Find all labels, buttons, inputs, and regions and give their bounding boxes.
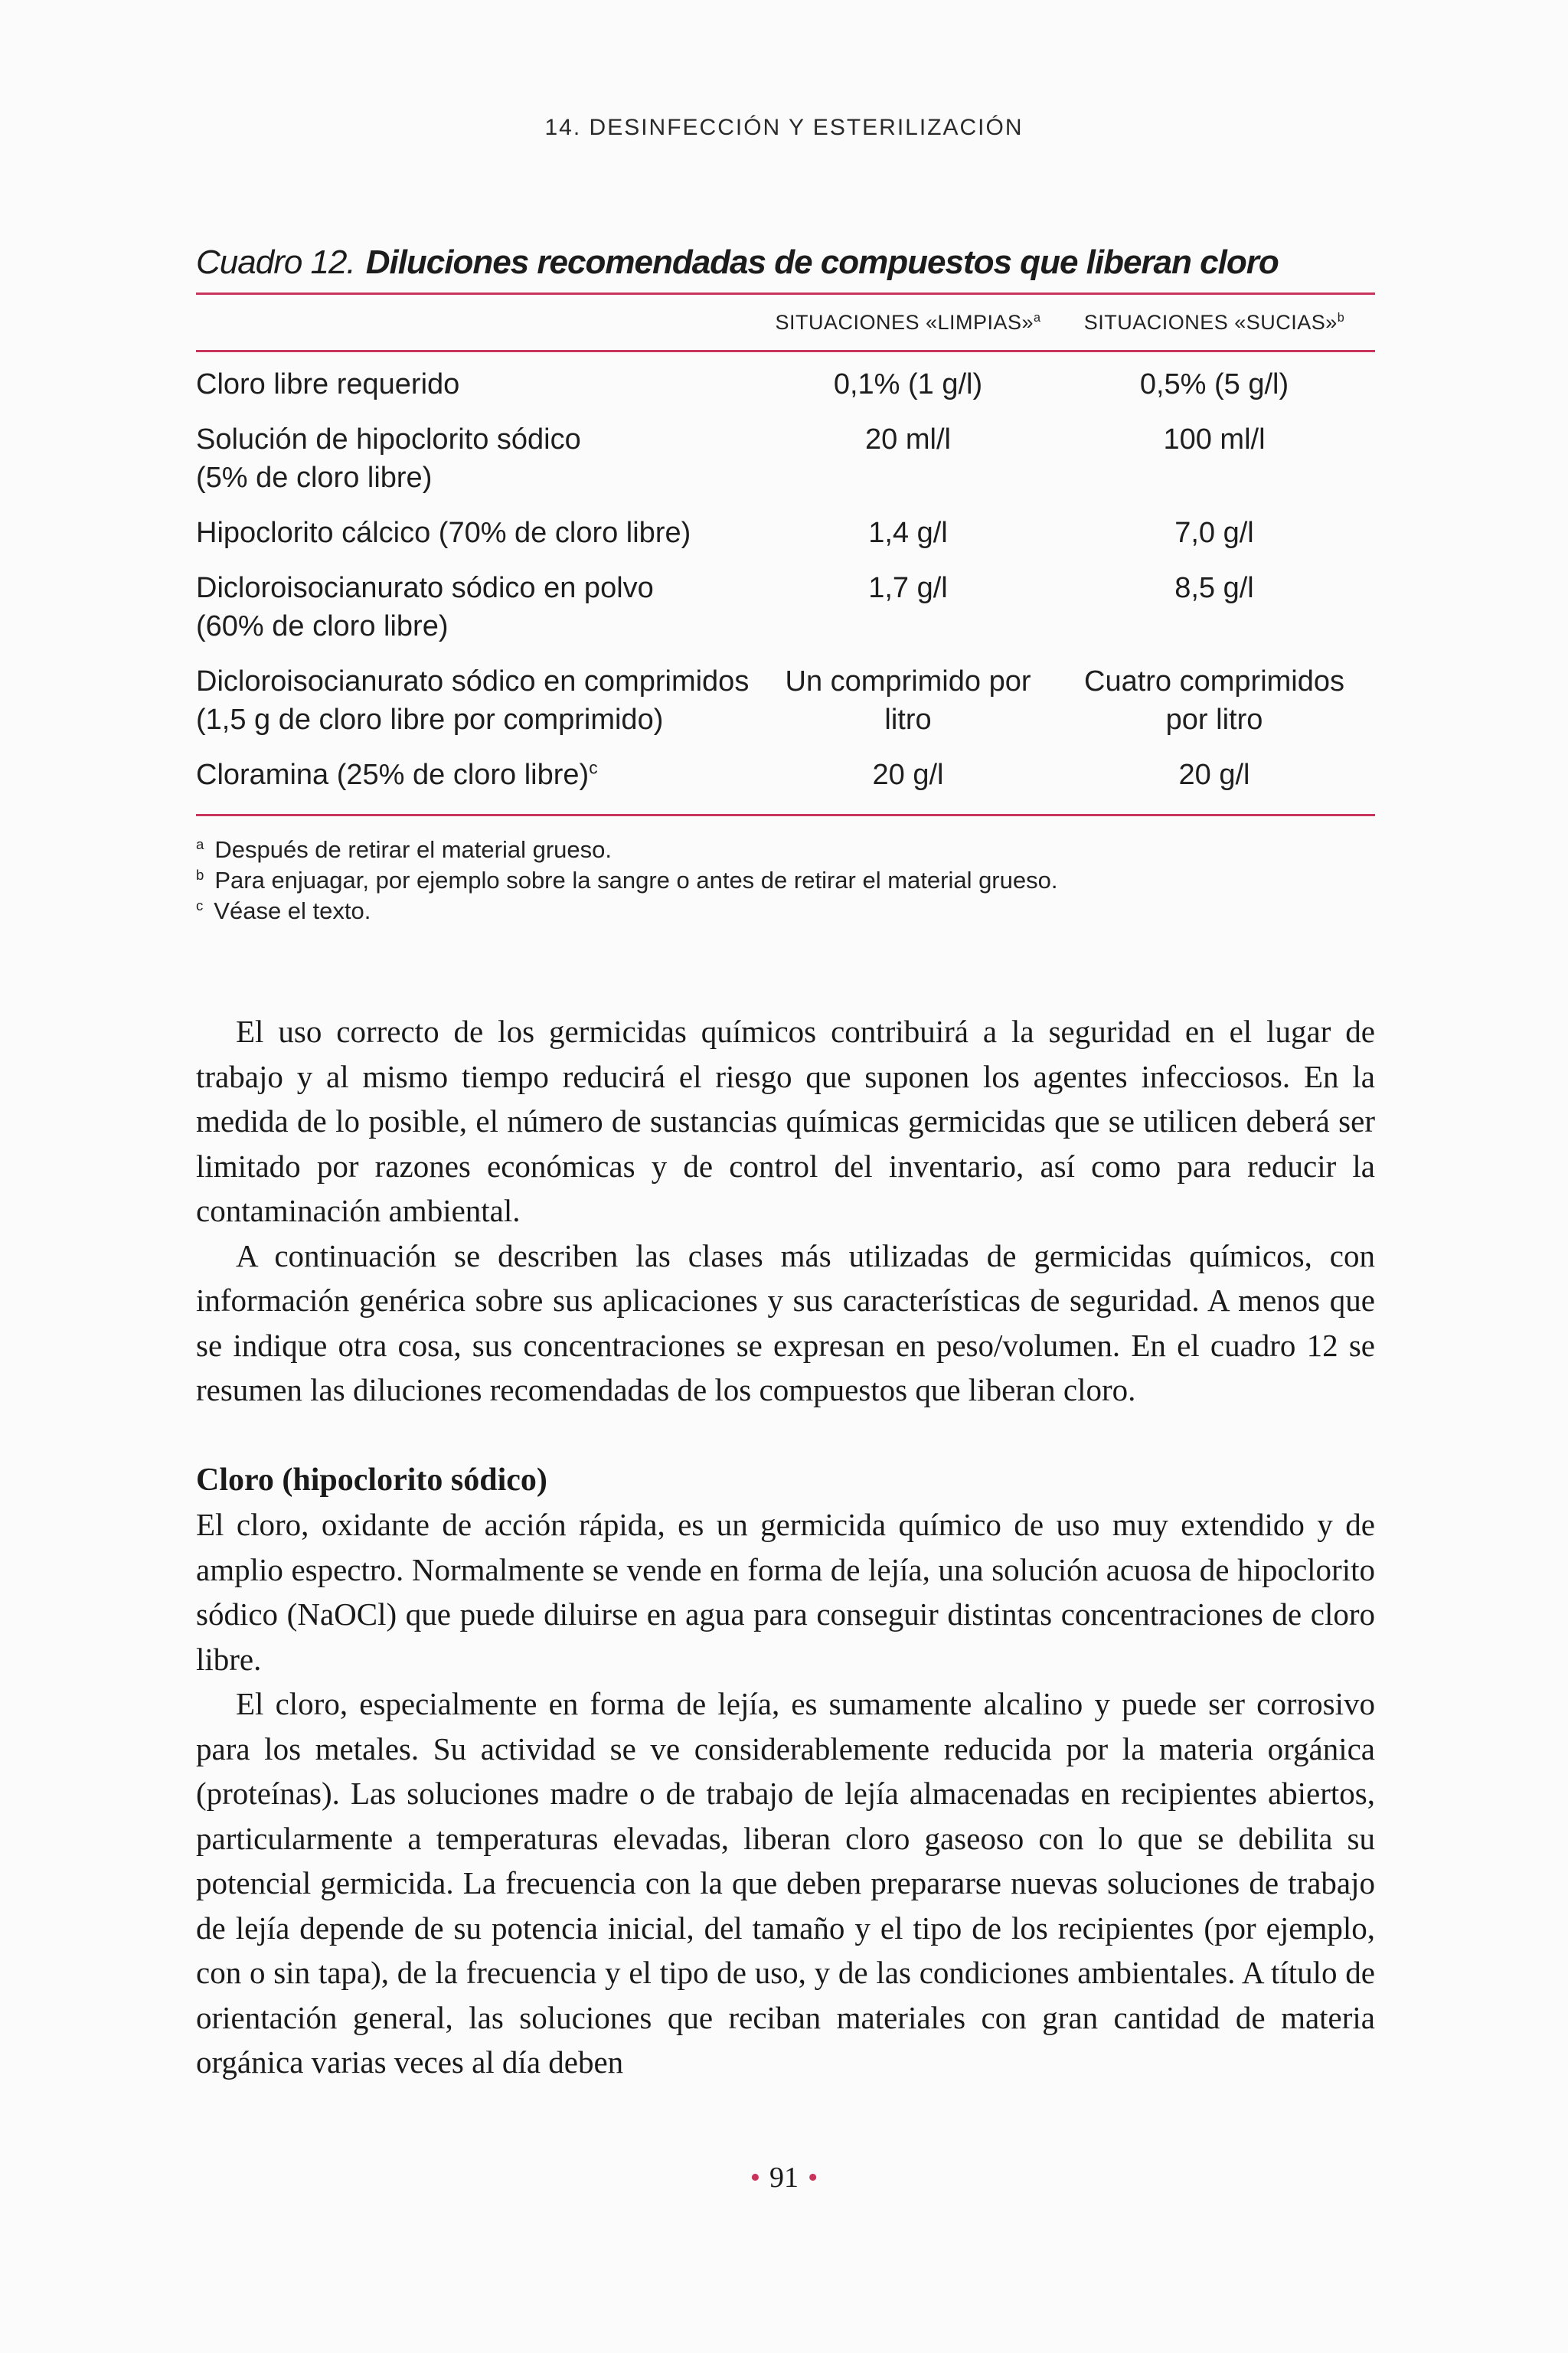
row-label	[196, 756, 763, 811]
row-dirty-value-line: 8,5 g/l	[1174, 572, 1254, 604]
footnote-text: Véase el texto.	[214, 897, 371, 924]
row-clean-value	[763, 662, 1054, 756]
row-dirty-value-line: por litro	[1165, 704, 1263, 736]
row-clean-value-line: 20 g/l	[872, 759, 944, 791]
row-clean-value	[763, 514, 1054, 569]
table-bottom-rule	[196, 814, 1375, 816]
row-dirty-value-line: 100 ml/l	[1163, 423, 1266, 456]
row-dirty-value-line: Cuatro comprimidos	[1084, 665, 1344, 698]
row-clean-value	[763, 420, 1054, 514]
body-text	[196, 1009, 1375, 2085]
footnote-text: Después de retirar el material grueso.	[214, 836, 612, 863]
footnote-mark: a	[196, 835, 204, 852]
table-row	[196, 420, 1375, 514]
row-clean-value-line: 1,7 g/l	[868, 572, 948, 604]
table-footnotes	[196, 835, 1375, 926]
table-row	[196, 514, 1375, 569]
footnote-mark: c	[196, 897, 204, 913]
row-label	[196, 350, 763, 420]
page-number-bullet-right: •	[808, 2162, 818, 2194]
table-header-row	[196, 295, 1375, 350]
row-label	[196, 569, 763, 662]
row-clean-value-line: 0,1% (1 g/l)	[833, 368, 983, 400]
row-label-footnote-mark: c	[589, 757, 598, 778]
table-body	[196, 350, 1375, 811]
running-head: 14. DESINFECCIÓN Y ESTERILIZACIÓN	[544, 115, 1024, 140]
row-clean-value-line: Un comprimido por	[785, 665, 1031, 698]
row-clean-value	[763, 569, 1054, 662]
row-label	[196, 420, 763, 514]
row-clean-value	[763, 756, 1054, 811]
row-dirty-value	[1054, 514, 1375, 569]
row-dirty-value	[1054, 662, 1375, 756]
row-dirty-value-line: 7,0 g/l	[1174, 517, 1254, 549]
row-clean-value-line: 20 ml/l	[865, 423, 951, 456]
row-dirty-value	[1054, 350, 1375, 420]
row-clean-value	[763, 350, 1054, 420]
row-label-line: (1,5 g de cloro libre por comprimido)	[196, 704, 664, 736]
header-empty	[196, 295, 763, 350]
dilutions-table	[196, 295, 1375, 811]
footnote-mark: b	[196, 866, 204, 883]
row-clean-value-line: litro	[884, 704, 932, 736]
paragraph-2: A continuación se describen las clases más utilizadas de germicidas químicos, con información genérica sobre sus aplicaciones y sus características de seguridad. A menos que se indique otra cosa, sus concentraciones se expresan en peso/volumen. En el cuadro 12 se resumen las diluciones recomendadas de los compuestos que liberan cloro.	[196, 1237, 1375, 1407]
header-clean-situations: SITUACIONES «LIMPIAS»$^a$	[775, 311, 1041, 334]
row-label-line: Dicloroisocianurato sódico en comprimidos	[196, 665, 750, 698]
table-row	[196, 350, 1375, 420]
section-heading: Cloro (hipoclorito sódico)	[196, 1462, 547, 1498]
footnote	[196, 865, 1375, 896]
footnote	[196, 896, 1375, 926]
footnote-text: Para enjuagar, por ejemplo sobre la sangre o antes de retirar el material grueso.	[214, 867, 1058, 894]
paragraph-1: El uso correcto de los germicidas químicos contribuirá a la seguridad en el lugar de trabajo y al mismo tiempo reducirá el riesgo que suponen los agentes infecciosos. En la medida de lo posible, el número de sustancias químicas germicidas que se utilicen deberá ser limitado por razones económicas y de control del inventario, así como para reducir la contaminación ambiental.	[196, 1014, 1375, 1228]
row-dirty-value	[1054, 756, 1375, 811]
table-row	[196, 756, 1375, 811]
paragraph-3: El cloro, oxidante de acción rápida, es un germicida químico de uso muy extendido y de amplio espectro. Normalmente se vende en forma de lejía, una solución acuosa de hipoclorito sódico (NaOCl) que puede diluirse en agua para conseguir distintas concentraciones de cloro libre.	[196, 1507, 1375, 1677]
row-label-line: Dicloroisocianurato sódico en polvo	[196, 572, 654, 604]
page-number-bullet-left: •	[750, 2162, 760, 2194]
header-dirty-situations: SITUACIONES «SUCIAS»$^b$	[1083, 311, 1345, 334]
row-dirty-value	[1054, 420, 1375, 514]
row-label	[196, 514, 763, 569]
table-caption-label: Cuadro 12.	[196, 243, 355, 281]
row-label-line: (60% de cloro libre)	[196, 610, 449, 642]
row-dirty-value-line: 0,5% (5 g/l)	[1139, 368, 1289, 400]
row-label-line: Cloro libre requerido	[196, 368, 460, 400]
row-label-line: Solución de hipoclorito sódico	[196, 423, 581, 456]
footnote	[196, 835, 1375, 865]
page-number	[0, 2161, 1568, 2194]
page-number-value: 91	[769, 2162, 799, 2194]
row-label-text: Cloramina (25% de cloro libre)	[196, 759, 590, 791]
table-row	[196, 569, 1375, 662]
table-caption	[196, 243, 1375, 282]
row-label	[196, 662, 763, 756]
table-row	[196, 662, 1375, 756]
row-label-line	[196, 756, 763, 794]
row-clean-value-line: 1,4 g/l	[868, 517, 948, 549]
row-dirty-value-line: 20 g/l	[1178, 759, 1250, 791]
row-label-line: Hipoclorito cálcico (70% de cloro libre)	[196, 517, 691, 549]
row-label-line: (5% de cloro libre)	[196, 462, 433, 494]
row-dirty-value	[1054, 569, 1375, 662]
table-caption-title: Diluciones recomendadas de compuestos que liberan cloro	[365, 243, 1279, 281]
paragraph-4: El cloro, especialmente en forma de lejía, es sumamente alcalino y puede ser corrosivo para los metales. Su actividad se ve considerablemente reducida por la materia orgánica (proteínas). Las soluciones madre o de trabajo de lejía almacenadas en recipientes abiertos, particularmente a temperaturas elevadas, liberan cloro gaseoso con lo que se debilita su potencial germicida. La frecuencia con la que deben prepararse nuevas soluciones de trabajo de lejía depende de su potencia inicial, del tamaño y el tipo de los recipientes (por ejemplo, con o sin tapa), de la frecuencia y el tipo de uso, y de las condiciones ambientales. A título de orientación general, las soluciones que reciban materiales con gran cantidad de materia orgánica varias veces al día deben	[196, 1686, 1375, 2080]
